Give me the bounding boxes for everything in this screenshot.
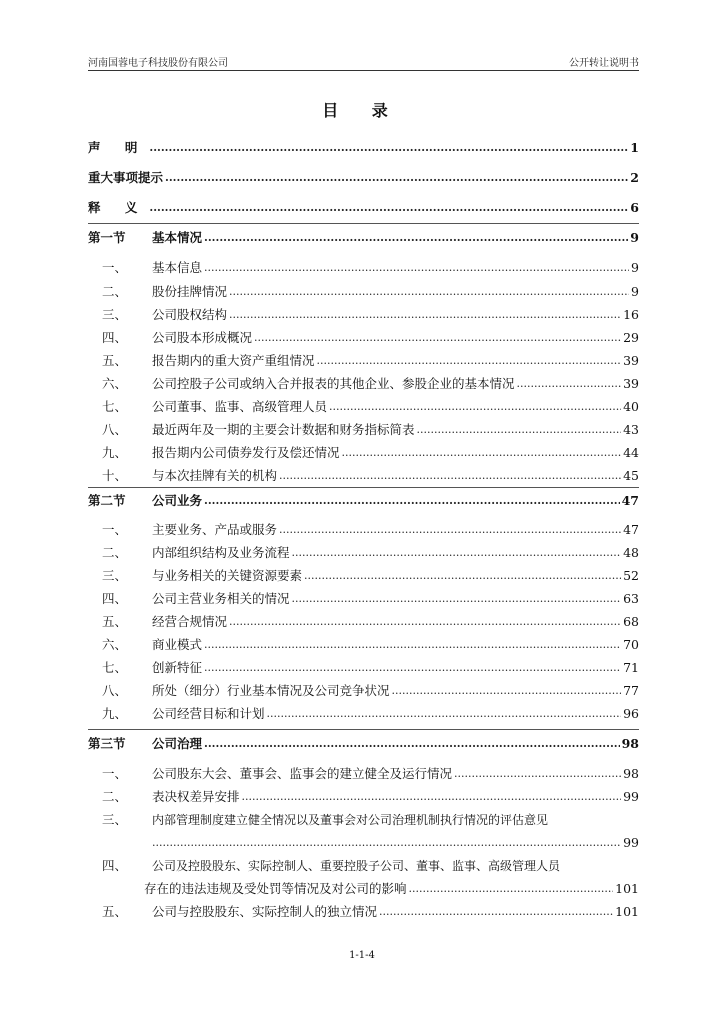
toc-entry-page: 99 <box>623 835 639 850</box>
subentry-title: 与本次挂牌有关的机构 <box>152 468 278 483</box>
subentry-number: 六、 <box>102 637 128 652</box>
toc-entry-label: 重大事项提示 <box>88 170 164 185</box>
toc-subentry[interactable] <box>88 441 639 461</box>
toc-entry-label: 声 明 <box>88 140 148 155</box>
toc-entry-page: 44 <box>623 445 639 460</box>
subentry-title: 经营合规情况 <box>152 614 228 629</box>
toc-subentry[interactable] <box>88 541 639 561</box>
subentry-number: 五、 <box>102 614 128 629</box>
dot-leader <box>267 706 622 722</box>
toc-entry-page: 9 <box>631 284 639 299</box>
subentry-number: 一、 <box>102 260 128 275</box>
dot-leader <box>242 789 622 805</box>
subentry-title: 公司及控股股东、实际控制人、重要控股子公司、董事、监事、高级管理人员 <box>152 859 561 873</box>
dot-leader <box>342 445 622 461</box>
subentry-title: 主要业务、产品或服务 <box>152 522 278 537</box>
toc-entry-page: 39 <box>623 353 639 368</box>
subentry-title: 与业务相关的关键资源要素 <box>152 568 303 583</box>
toc-subentry[interactable] <box>88 854 639 874</box>
dot-leader <box>204 660 621 676</box>
page-number: 1-1-4 <box>349 950 375 961</box>
subentry-title: 基本信息 <box>152 260 203 275</box>
subentry-number: 三、 <box>102 307 128 322</box>
dot-leader <box>204 736 620 752</box>
toc-entry-page: 1 <box>630 140 639 155</box>
subentry-number: 五、 <box>102 353 128 368</box>
subentry-number: 五、 <box>102 904 128 919</box>
subentry-title: 公司与控股股东、实际控制人的独立情况 <box>152 904 378 919</box>
toc-entry-page: 47 <box>623 522 639 537</box>
separator <box>88 729 639 730</box>
toc-entry-page: 16 <box>623 307 639 322</box>
subentry-number: 六、 <box>102 376 128 391</box>
toc-subentry[interactable] <box>88 564 639 584</box>
subentry-number: 八、 <box>102 683 128 698</box>
toc-subentry[interactable] <box>88 395 639 415</box>
toc-subentry-continuation[interactable] <box>88 831 639 851</box>
subentry-title: 公司主营业务相关的情况 <box>152 591 290 606</box>
dot-leader <box>279 522 621 538</box>
toc-entry-page: 96 <box>623 706 639 721</box>
dot-leader <box>329 399 621 415</box>
dot-leader <box>417 422 622 438</box>
toc-section-1[interactable] <box>88 226 639 246</box>
dot-leader <box>292 545 622 561</box>
section-number: 第二节 <box>88 493 126 508</box>
toc-entry-page: 101 <box>615 904 639 919</box>
dot-leader <box>292 591 622 607</box>
subentry-number: 四、 <box>102 330 128 345</box>
toc-subentry[interactable] <box>88 633 639 653</box>
toc-subentry[interactable] <box>88 372 639 392</box>
toc-subentry[interactable] <box>88 808 639 828</box>
toc-entry[interactable] <box>88 136 639 156</box>
toc-subentry[interactable] <box>88 418 639 438</box>
separator <box>88 223 639 224</box>
subentry-title: 创新特征 <box>152 660 203 675</box>
dot-leader <box>304 568 621 584</box>
toc-entry-page: 98 <box>621 736 639 751</box>
subentry-title-line2: 存在的违法违规及受处罚等情况及对公司的影响 <box>144 881 407 896</box>
section-number: 第一节 <box>88 230 126 245</box>
subentry-number: 二、 <box>102 545 128 560</box>
toc-entry-page: 45 <box>623 468 639 483</box>
subentry-number: 九、 <box>102 706 128 721</box>
subentry-title: 公司股东大会、董事会、监事会的建立健全及运行情况 <box>152 766 453 781</box>
subentry-title: 商业模式 <box>152 637 203 652</box>
dot-leader <box>204 493 620 509</box>
dot-leader <box>229 284 629 300</box>
toc-entry-page: 29 <box>623 330 639 345</box>
toc-entry-page: 40 <box>623 399 639 414</box>
toc-entry-page: 71 <box>623 660 639 675</box>
subentry-title: 最近两年及一期的主要会计数据和财务指标简表 <box>152 422 415 437</box>
toc-subentry[interactable] <box>88 785 639 805</box>
dot-leader <box>165 170 628 186</box>
subentry-title: 报告期内的重大资产重组情况 <box>152 353 315 368</box>
subentry-number: 一、 <box>102 522 128 537</box>
toc-entry-page: 98 <box>623 766 639 781</box>
toc-entry-page: 52 <box>623 568 639 583</box>
subentry-title: 内部管理制度建立健全情况以及董事会对公司治理机制执行情况的评估意见 <box>152 813 549 827</box>
dot-leader <box>279 468 621 484</box>
toc-entry[interactable] <box>88 166 639 186</box>
section-title: 公司治理 <box>152 736 203 751</box>
toc-title: 目 录 <box>322 101 402 120</box>
table-of-contents <box>88 0 639 1024</box>
subentry-number: 一、 <box>102 766 128 781</box>
subentry-number: 十、 <box>102 468 128 483</box>
toc-entry[interactable] <box>88 196 639 216</box>
toc-entry-page: 77 <box>623 683 639 698</box>
toc-subentry[interactable] <box>88 464 639 484</box>
dot-leader <box>204 230 628 246</box>
subentry-title: 所处（细分）行业基本情况及公司竞争状况 <box>152 683 390 698</box>
subentry-number: 四、 <box>102 858 128 873</box>
toc-subentry[interactable] <box>88 303 639 323</box>
toc-subentry[interactable] <box>88 587 639 607</box>
subentry-number: 二、 <box>102 789 128 804</box>
toc-entry-page: 63 <box>623 591 639 606</box>
subentry-title: 表决权差异安排 <box>152 789 240 804</box>
toc-subentry[interactable] <box>88 256 639 276</box>
toc-entry-page: 39 <box>623 376 639 391</box>
dot-leader <box>149 140 628 156</box>
separator <box>88 487 639 488</box>
toc-entry-page: 68 <box>623 614 639 629</box>
toc-subentry[interactable] <box>88 679 639 699</box>
toc-subentry[interactable] <box>88 610 639 630</box>
toc-entry-page: 99 <box>623 789 639 804</box>
section-title: 基本情况 <box>152 230 203 245</box>
subentry-number: 八、 <box>102 422 128 437</box>
dot-leader <box>254 330 621 346</box>
header-doc-title: 公开转让说明书 <box>569 58 639 69</box>
dot-leader <box>149 200 628 216</box>
subentry-title: 公司董事、监事、高级管理人员 <box>152 399 328 414</box>
dot-leader <box>454 766 621 782</box>
toc-subentry-continuation[interactable] <box>88 877 639 897</box>
toc-subentry[interactable] <box>88 702 639 722</box>
subentry-number: 二、 <box>102 284 128 299</box>
toc-subentry[interactable] <box>88 326 639 346</box>
toc-subentry[interactable] <box>88 900 639 920</box>
toc-subentry[interactable] <box>88 349 639 369</box>
toc-entry-page: 43 <box>623 422 639 437</box>
toc-subentry[interactable] <box>88 280 639 300</box>
dot-leader <box>204 260 629 276</box>
toc-section-2[interactable] <box>88 489 639 509</box>
subentry-title: 股份挂牌情况 <box>152 284 228 299</box>
subentry-number: 七、 <box>102 660 128 675</box>
subentry-title: 公司股权结构 <box>152 307 228 322</box>
toc-entry-page: 47 <box>621 493 639 508</box>
subentry-number: 三、 <box>102 812 128 827</box>
subentry-title: 内部组织结构及业务流程 <box>152 545 290 560</box>
subentry-title: 公司股本形成概况 <box>152 330 253 345</box>
toc-entry-page: 48 <box>623 545 639 560</box>
toc-entry-page: 9 <box>631 260 639 275</box>
subentry-number: 四、 <box>102 591 128 606</box>
toc-subentry[interactable] <box>88 518 639 538</box>
dot-leader <box>229 307 621 323</box>
subentry-number: 三、 <box>102 568 128 583</box>
subentry-title: 公司控股子公司或纳入合并报表的其他企业、参股企业的基本情况 <box>152 376 515 391</box>
dot-leader <box>204 637 621 653</box>
dot-leader <box>317 353 622 369</box>
subentry-number: 七、 <box>102 399 128 414</box>
dot-leader <box>517 376 622 392</box>
dot-leader <box>229 614 621 630</box>
toc-section-3[interactable] <box>88 732 639 752</box>
dot-leader <box>152 835 621 851</box>
dot-leader <box>409 881 614 897</box>
subentry-number: 九、 <box>102 445 128 460</box>
toc-entry-label: 释 义 <box>88 200 148 215</box>
toc-entry-page: 2 <box>630 170 639 185</box>
toc-entry-page: 70 <box>623 637 639 652</box>
subentry-title: 公司经营目标和计划 <box>152 706 265 721</box>
toc-entry-page: 6 <box>630 200 639 215</box>
header-company: 河南国蓉电子科技股份有限公司 <box>88 58 228 69</box>
toc-subentry[interactable] <box>88 762 639 782</box>
section-title: 公司业务 <box>152 493 203 508</box>
toc-entry-page: 9 <box>630 230 639 245</box>
subentry-title: 报告期内公司债券发行及偿还情况 <box>152 445 340 460</box>
dot-leader <box>379 904 613 920</box>
dot-leader <box>392 683 622 699</box>
section-number: 第三节 <box>88 736 126 751</box>
toc-entry-page: 101 <box>615 881 639 896</box>
toc-subentry[interactable] <box>88 656 639 676</box>
